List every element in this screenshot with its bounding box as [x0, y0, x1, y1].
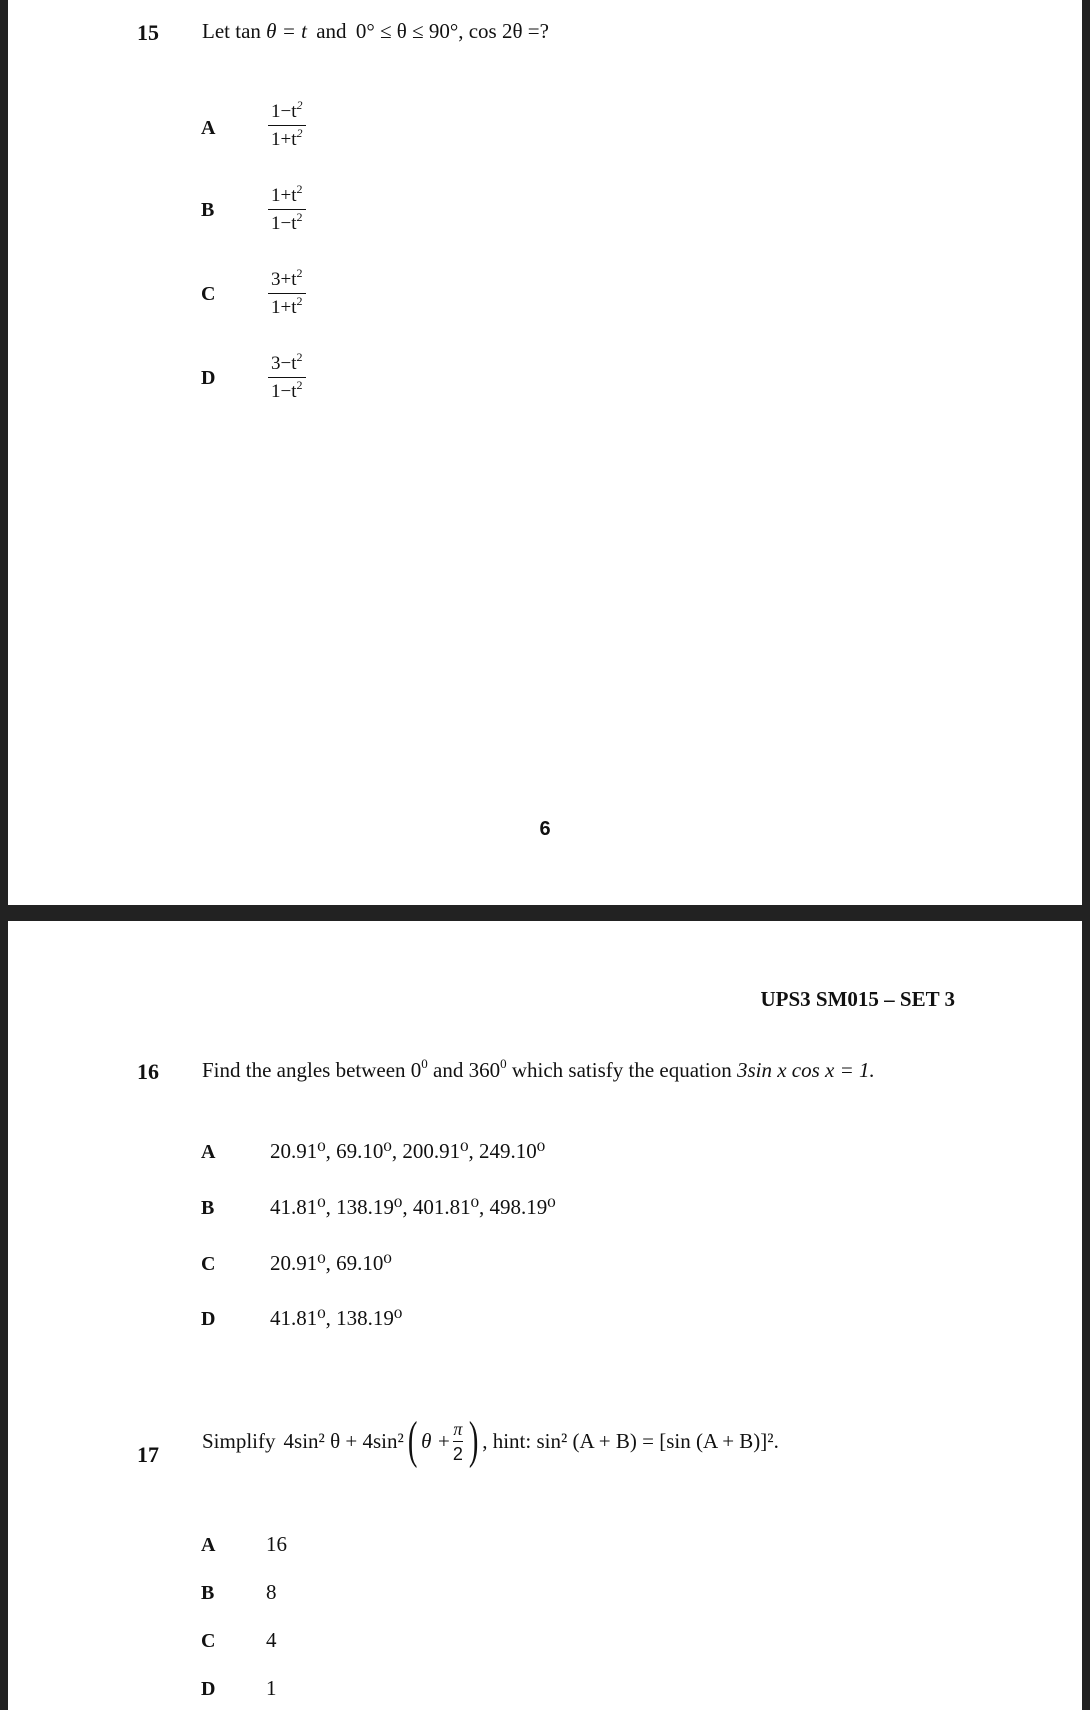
q15-theta: θ — [266, 19, 277, 43]
option-c-numerator: $3+t^2$ — [271, 266, 303, 290]
page-1 — [8, 0, 1082, 905]
q16-text-c: which satisfy the equation — [506, 1058, 737, 1082]
q17-option-b-text: 8 — [266, 1580, 277, 1604]
q15-prefix: Let tan — [202, 19, 261, 43]
q16-option-b-label: B — [201, 1197, 215, 1219]
question-17-text — [202, 1411, 779, 1471]
question-number-17: 17 — [137, 1442, 159, 1467]
q15-eq-t: = t — [281, 19, 307, 43]
option-c-fraction — [268, 266, 306, 318]
q16-option-c-label: C — [201, 1253, 216, 1275]
option-b-fraction — [268, 182, 306, 234]
q16-deg0: $0^0$ — [410, 1056, 428, 1082]
document-header: UPS3 SM015 – SET 3 — [760, 987, 955, 1011]
right-paren-icon: ) — [468, 1412, 479, 1469]
question-16-text — [202, 1058, 875, 1083]
q16-option-a-text: 20.91⁰, 69.10⁰, 200.91⁰, 249.10⁰ — [270, 1139, 546, 1163]
option-c-label: C — [201, 283, 216, 305]
q16-text-a: Find the angles between — [202, 1058, 411, 1082]
option-b-numerator: $1+t^2$ — [271, 182, 303, 206]
question-number-16: 16 — [137, 1059, 159, 1084]
question-15-text — [202, 19, 549, 44]
q17-two: 2 — [453, 1441, 463, 1463]
option-a-denominator: $1+t^2$ — [268, 125, 306, 149]
q17-simplify: Simplify — [202, 1428, 276, 1453]
option-a-fraction — [268, 98, 306, 150]
page-number: 6 — [539, 818, 551, 840]
page-2 — [8, 921, 1082, 1710]
left-paren-icon: ( — [407, 1412, 418, 1469]
q15-range: 0° ≤ θ ≤ 90°, cos 2θ =? — [355, 19, 549, 43]
q17-pi-over-2 — [453, 1420, 463, 1463]
option-a-label: A — [201, 117, 216, 139]
option-b-denominator: $1-t^2$ — [268, 209, 306, 233]
question-number-15: 15 — [137, 20, 159, 45]
q17-option-c-text: 4 — [266, 1628, 277, 1652]
q17-option-a-label: A — [201, 1534, 216, 1556]
option-d-denominator: $1-t^2$ — [268, 377, 306, 401]
q15-and: and — [316, 19, 347, 43]
q16-option-d-label: D — [201, 1308, 216, 1330]
q17-option-a-text: 16 — [266, 1532, 287, 1556]
q16-deg360: $360^0$ — [468, 1056, 507, 1082]
q16-option-c-text: 20.91⁰, 69.10⁰ — [270, 1251, 392, 1275]
option-a-numerator: $1-t^2$ — [271, 98, 303, 122]
option-d-fraction — [268, 350, 306, 402]
q17-option-d-text: 1 — [266, 1676, 277, 1700]
q16-option-d-text: 41.81⁰, 138.19⁰ — [270, 1306, 403, 1330]
q16-equation: 3sin x cos x = 1. — [736, 1058, 875, 1082]
option-d-label: D — [201, 367, 216, 389]
q17-option-b-label: B — [201, 1582, 215, 1604]
q16-option-a-label: A — [201, 1141, 216, 1163]
q17-option-c-label: C — [201, 1630, 216, 1652]
option-c-denominator: $1+t^2$ — [268, 293, 306, 317]
q16-option-b-text: 41.81⁰, 138.19⁰, 401.81⁰, 498.19⁰ — [270, 1195, 556, 1219]
q17-hint: , hint: sin² (A + B) = [sin (A + B)]². — [482, 1428, 779, 1453]
q16-text-b: and — [427, 1058, 469, 1082]
q17-option-d-label: D — [201, 1678, 216, 1700]
option-d-numerator: $3-t^2$ — [271, 350, 303, 374]
q17-theta-plus: θ + — [421, 1428, 451, 1453]
option-b-label: B — [201, 199, 215, 221]
q17-expression: 4sin² θ + 4sin² — [283, 1428, 404, 1453]
q17-pi: π — [453, 1418, 463, 1439]
